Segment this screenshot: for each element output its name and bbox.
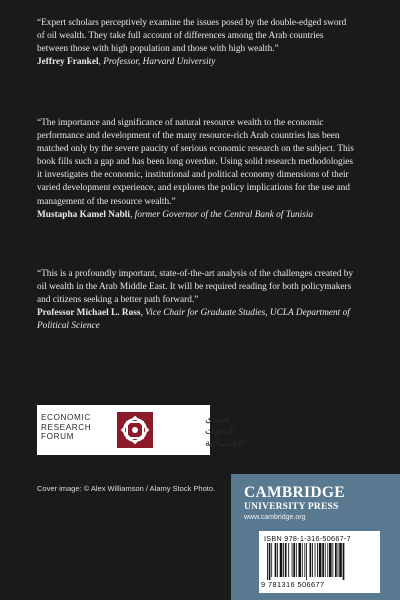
barcode-bar xyxy=(293,543,295,577)
erf-logo xyxy=(37,405,246,455)
barcode-bar xyxy=(304,543,305,577)
barcode-bar xyxy=(302,543,303,577)
barcode-bar xyxy=(298,543,301,577)
endorsement-quote-1 xyxy=(37,17,355,69)
barcode-bar xyxy=(335,543,337,577)
erf-arabic-wordmark xyxy=(157,411,246,449)
barcode-bar xyxy=(312,543,313,577)
barcode-bar xyxy=(306,543,307,580)
publisher-press: UNIVERSITY PRESS xyxy=(244,502,339,512)
barcode-bar xyxy=(332,543,333,577)
isbn-barcode xyxy=(259,531,380,593)
barcode-bar xyxy=(267,543,268,580)
barcode-digits: 9 781316 506677 xyxy=(261,580,325,589)
erf-word-research: RESEARCH xyxy=(41,422,92,432)
barcode-bar xyxy=(269,543,271,580)
publisher-url: www.cambridge.org xyxy=(244,514,306,521)
barcode-bars-icon xyxy=(267,543,372,580)
publisher-name: CAMBRIDGE xyxy=(244,484,345,501)
barcode-bar xyxy=(280,543,283,577)
isbn-label: ISBN 978-1-316-50667-7 xyxy=(264,534,351,543)
barcode-bar xyxy=(327,543,328,577)
barcode-bar xyxy=(319,543,322,577)
quote-text: “Expert scholars perceptively examine the issues posed by the double-edged sword of oil wealth. They take full account of differences among the Arab countries between those with high population and those with high wealth.” xyxy=(37,18,347,55)
quote-text: “The importance and significance of natural resource wealth to the economic performance and development of the many resource-rich Arab countries has been matched only by the severe paucity of serious economic research on the subject. This book fills such a gap and has been long overdue. Using solid research methodologies it investigates the economic, institutional and political economy dimensions of their varied development experience, and explores the policy implications for the use and management of the resource wealth.” xyxy=(37,118,354,207)
quote-author: Mustapha Kamel Nabli xyxy=(37,209,130,220)
quote-author-role: Vice Chair for Graduate Studies, UCLA Department of Political Science xyxy=(37,308,350,332)
quote-attribution: Professor Michael L. Ross, Vice Chair for Graduate Studies, UCLA Department of Political Science xyxy=(37,308,350,332)
barcode-bar xyxy=(271,543,272,577)
erf-arabic-lettering-icon xyxy=(157,411,246,449)
barcode-bar xyxy=(296,543,297,577)
barcode-bar xyxy=(288,543,289,577)
erf-word-forum: FORUM xyxy=(41,432,75,442)
quote-author: Professor Michael L. Ross xyxy=(37,308,141,319)
barcode-bar xyxy=(292,543,293,577)
barcode-bar xyxy=(322,543,324,577)
barcode-bar xyxy=(325,543,326,577)
quote-author-role: Professor, Harvard University xyxy=(103,57,216,68)
erf-emblem-icon xyxy=(116,411,154,449)
barcode-bar xyxy=(283,543,284,577)
barcode-bar xyxy=(317,543,318,577)
barcode-bar xyxy=(339,543,342,577)
erf-arabic-line-1: منتدى xyxy=(205,414,230,425)
endorsement-quote-3 xyxy=(37,268,355,333)
endorsement-quote-2 xyxy=(37,117,355,222)
erf-arabic-line-2: البحوث xyxy=(205,426,235,437)
barcode-bar xyxy=(343,543,345,580)
barcode-bar xyxy=(285,543,287,577)
quote-author: Jeffrey Frankel xyxy=(37,57,99,68)
barcode-bar xyxy=(275,543,277,577)
quote-attribution: Mustapha Kamel Nabli, former Governor of the Central Bank of Tunisia xyxy=(37,209,314,220)
erf-word-economic: ECONOMIC xyxy=(41,413,91,422)
quote-text: “This is a profoundly important, state-of-the-art analysis of the challenges created by oil wealth in the Arab Middle East. It will be required reading for both policymakers and citizens seeking a better path forward.” xyxy=(37,269,353,306)
barcode-bar xyxy=(310,543,312,577)
quote-attribution: Jeffrey Frankel, Professor, Harvard University xyxy=(37,57,216,68)
quote-author-role: former Governor of the Central Bank of Tunisia xyxy=(134,209,314,220)
barcode-bar xyxy=(277,543,278,577)
erf-arabic-line-3: الاقتصادية xyxy=(205,438,246,449)
erf-logo-wordmark xyxy=(41,413,91,442)
cover-image-credit: Cover image: © Alex Williamson / Alamy Stock Photo. xyxy=(37,484,216,493)
barcode-bar xyxy=(338,543,339,577)
barcode-bar xyxy=(315,543,316,577)
barcode-bar xyxy=(329,543,332,577)
